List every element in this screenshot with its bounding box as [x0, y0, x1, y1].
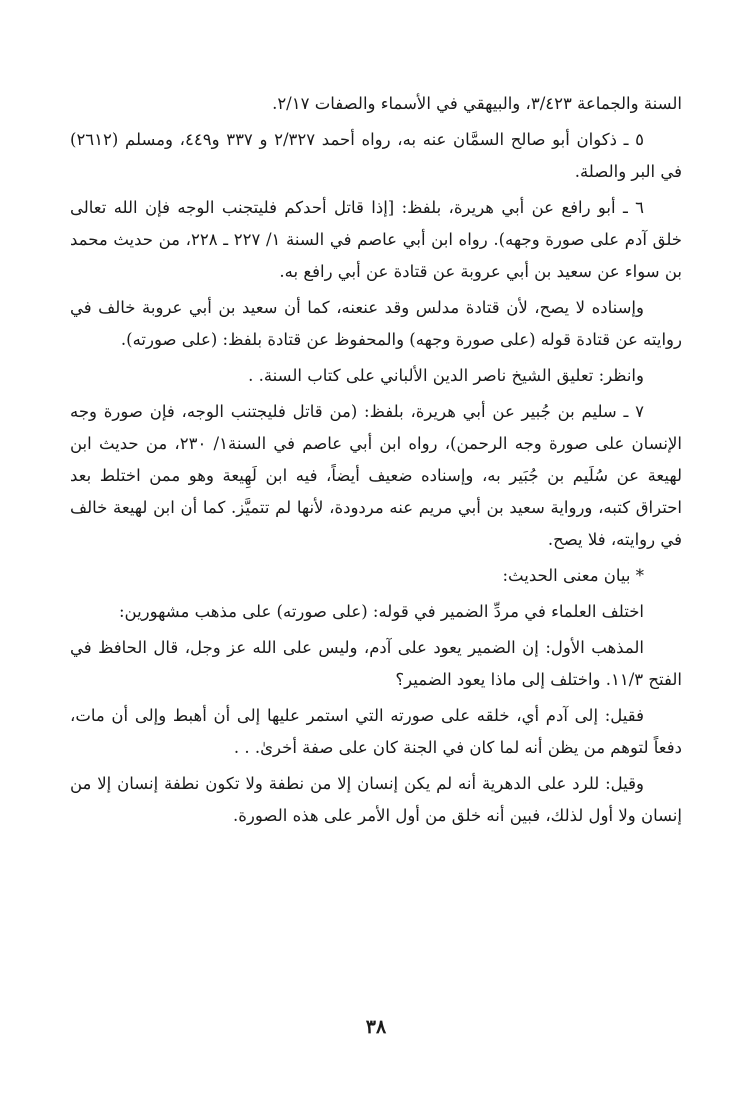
page-number: ٣٨: [365, 1016, 387, 1038]
paragraph-see-also: وانظر: تعليق الشيخ ناصر الدين الألباني على كتاب السنة. .: [248, 366, 644, 385]
paragraph-narration-6: ٦ ـ أبو رافع عن أبي هريرة، بلفظ: [إذا قاتل أحدكم فليتجنب الوجه فإن الله تعالى خلق آدم على صورة وجهه). رواه ابن أبي عاصم في السنة ١/ ٢٢٧ ـ ٢٢٨، من حديث محمد بن سواء عن سعيد بن أبي عروبة عن قتادة عن أبي رافع به.: [70, 198, 683, 281]
paragraph-said-adam: فقيل: إلى آدم أي، خلقه على صورته التي استمر عليها إلى أن أهبط وإلى أن مات، دفعاً لتوهم من يظن أنه لما كان في الجنة كان على صفة أخرىٰ. . .: [70, 706, 682, 757]
paragraph-narration-7: ٧ ـ سليم بن جُبير عن أبي هريرة، بلفظ: (من قاتل فليجتنب الوجه، فإن صورة وجه الإنسان على صورة وجه الرحمن)، رواه ابن أبي عاصم في السنة١/ ٢٣٠، من حديث ابن لهيعة عن سُلَيم بن جُبَير به، وإسناده ضعيف أيضاً، فيه ابن لَهِيعة وهو ممن اختلط بعد احتراق كتبه، ورواية سعيد بن أبي مريم عنه مردودة، لأنها لم تتميَّز. كما أن ابن لهيعة خالف في روايته، فلا يصح.: [70, 402, 683, 549]
paragraph-first-view: المذهب الأول: إن الضمير يعود على آدم، وليس على الله عز وجل، قال الحافظ في الفتح ١١/٣. واختلف إلى ماذا يعود الضمير؟: [70, 638, 682, 689]
paragraph-source-continuation: السنة والجماعة ٣/٤٢٣، والبيهقي في الأسماء والصفات ٢/١٧.: [272, 94, 682, 113]
paragraph-said-dahriya: وقيل: للرد على الدهرية أنه لم يكن إنسان إلا من نطفة ولا تكون نطفة إنسان إلا من إنسان ولا أول لذلك، فبين أنه خلق من أول الأمر على هذه الصورة.: [70, 774, 682, 825]
paragraph-scholars-differ: اختلف العلماء في مردِّ الضمير في قوله: (على صورته) على مذهب مشهورين:: [118, 602, 644, 621]
paragraph-isnad-critique: وإسناده لا يصح، لأن قتادة مدلس وقد عنعنه، كما أن سعيد بن أبي عروبة خالف في روايته عن قتادة قوله (على صورة وجهه) والمحفوظ عن قتادة بلفظ: (على صورته).: [70, 298, 682, 349]
paragraph-narration-5: ٥ ـ ذكوان أبو صالح السمَّان عنه به، رواه أحمد ٢/٣٢٧ و ٣٣٧ و٤٤٩، ومسلم (٢٦١٢) في البر والصلة.: [70, 130, 682, 181]
section-heading-hadith-meaning: * بيان معنى الحديث:: [502, 566, 644, 585]
